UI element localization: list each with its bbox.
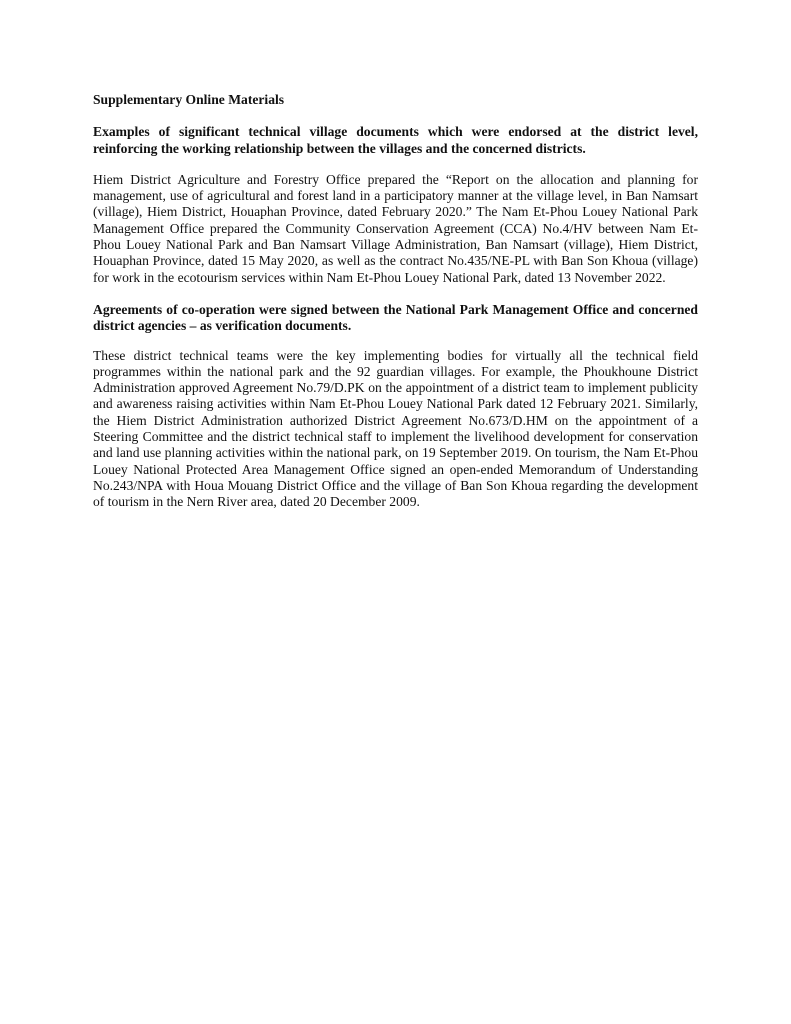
section1-heading: Examples of significant technical village documents which were endorsed at the district level, reinforcing the working relationship between the villages and the concerned districts. [93,124,698,156]
section1-paragraph: Hiem District Agriculture and Forestry Office prepared the “Report on the allocation and planning for management, use of agricultural and forest land in a participatory manner at the village level, in Ban Namsart (village), Hiem District, Houaphan Province, dated February 2020.” The Nam Et-Phou Louey National Park Management Office prepared the Community Conservation Agreement (CCA) No.4/HV between Nam Et-Phou Louey National Park and Ban Namsart Village Administration, Ban Namsart (village), Hiem District, Houaphan Province, dated 15 May 2020, as well as the contract No.435/NE-PL with Ban Son Khoua (village) for work in the ecotourism services within Nam Et-Phou Louey National Park, dated 13 November 2022. [93,171,698,285]
document-body [93,92,698,527]
document-title: Supplementary Online Materials [93,92,285,107]
section2-heading: Agreements of co-operation were signed between the National Park Management Office and concerned district agencies – as verification documents. [93,301,698,334]
section2-paragraph: These district technical teams were the key implementing bodies for virtually all the technical field programmes within the national park and the 92 guardian villages. For example, the Phoukhoune District Administration approved Agreement No.79/D.PK on the appointment of a district team to implement publicity and awareness raising activities within Nam Et-Phou Louey National Park dated 12 February 2021. Similarly, the Hiem District Administration authorized District Agreement No.673/D.HM on the appointment of a Steering Committee and the district technical staff to implement the livelihood development for conservation and land use planning activities within the national park, on 19 September 2019. On tourism, the Nam Et-Phou Louey National Protected Area Management Office signed an open-ended Memorandum of Understanding No.243/NPA with Houa Mouang District Office and the village of Ban Son Khoua regarding the development of tourism in the Nern River area, dated 20 December 2009. [93,347,698,510]
